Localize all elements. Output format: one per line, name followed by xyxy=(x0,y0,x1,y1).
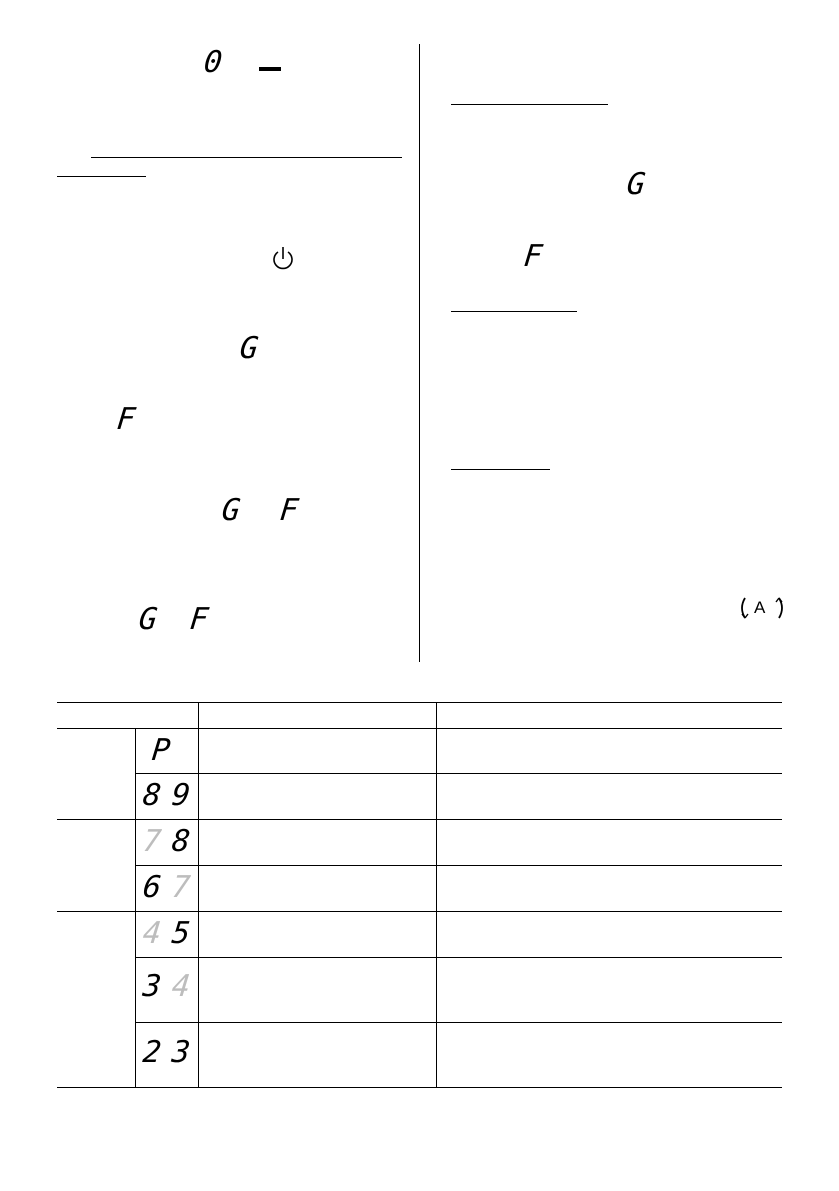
table-row-display: 7 xyxy=(141,824,163,859)
section-underline-long xyxy=(91,157,402,158)
table-row-display: 9 xyxy=(170,778,192,813)
section-underline-short xyxy=(57,176,146,177)
table-row-rule xyxy=(135,1022,782,1023)
table-row-display: 2 xyxy=(141,1035,163,1070)
table-col-divider xyxy=(135,728,136,1087)
table-row-display: 6 xyxy=(141,870,163,905)
table-col-divider xyxy=(198,728,199,1087)
table-col-divider xyxy=(436,728,437,1087)
section-underline xyxy=(451,311,577,312)
table-row-rule xyxy=(135,773,782,774)
table-row-display: 8 xyxy=(141,778,163,813)
table-col-divider xyxy=(198,702,199,729)
display-digit-g: G xyxy=(238,331,260,366)
table-row-display: 3 xyxy=(141,969,163,1004)
display-digit-g: G xyxy=(220,493,242,528)
auto-icon-letter: A xyxy=(754,598,766,617)
column-divider xyxy=(419,44,420,662)
table-row-rule xyxy=(135,957,782,958)
table-bottom-rule xyxy=(57,1087,782,1088)
display-digit-f: F xyxy=(188,602,210,637)
display-digit-f: F xyxy=(522,239,544,274)
table-row-rule xyxy=(57,819,782,820)
display-dash xyxy=(259,67,281,71)
display-digit-zero: 0 xyxy=(202,45,224,80)
table-row-display: 3 xyxy=(170,1035,192,1070)
power-icon xyxy=(270,245,296,273)
table-row-display: 8 xyxy=(170,824,192,859)
table-row-display: 4 xyxy=(141,916,163,951)
table-row-display: P xyxy=(150,733,172,768)
table-header-rule xyxy=(57,728,782,729)
display-digit-f: F xyxy=(278,493,300,528)
table-row-rule xyxy=(57,911,782,912)
table-row-display: 5 xyxy=(170,916,192,951)
display-digit-g: G xyxy=(625,167,647,202)
table-top-rule xyxy=(57,702,782,703)
display-digit-f: F xyxy=(115,402,137,437)
table-row-display: 4 xyxy=(170,969,192,1004)
section-underline xyxy=(451,104,608,105)
section-underline xyxy=(451,469,550,470)
table-row-display: 7 xyxy=(170,870,192,905)
table-row-rule xyxy=(135,865,782,866)
display-digit-g: G xyxy=(137,602,159,637)
table-col-divider xyxy=(436,702,437,729)
